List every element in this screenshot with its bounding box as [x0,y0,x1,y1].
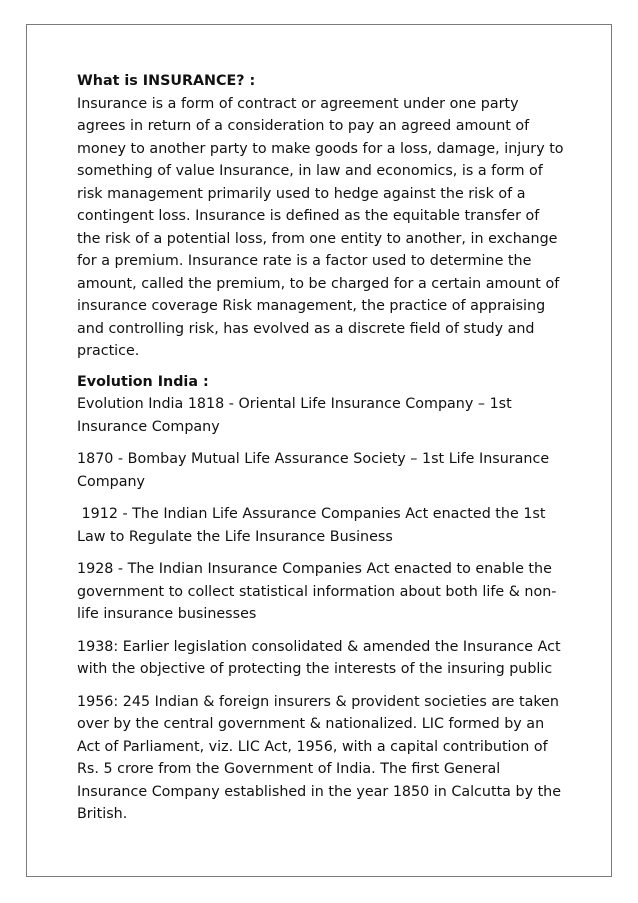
evolution-item: 1956: 245 Indian & foreign insurers & provident societies are taken over by the central government & nationalized. LIC formed by an Act of Parliament, viz. LIC Act, 1956, with a capital contribution of Rs. 5 crore from the Government of India. The first General Insurance Company established in the year 1850 in Calcutta by the British. [77,693,562,822]
evolution-item: Evolution India 1818 - Oriental Life Insurance Company – 1st Insurance Company [77,396,512,435]
evolution-item: 1912 - The Indian Life Assurance Companies Act enacted the 1st Law to Regulate the Life Insurance Business [77,506,551,545]
insurance-paragraph: Insurance is a form of contract or agreement under one party agrees in return of a consideration to pay an agreed amount of money to another party to make goods for a loss, damage, injury to something of value Insurance, in law and economics, is a form of risk management primarily used to hedge against the risk of a contingent loss. Insurance is defined as the equitable transfer of the risk of a potential loss, from one entity to another, in exchange for a premium. Insurance rate is a factor used to determine the amount, called the premium, to be charged for a certain amount of insurance coverage Risk management, the practice of appraising and controlling risk, has evolved as a discrete field of study and practice. [77,95,564,359]
document-content [77,70,567,826]
insurance-heading: What is INSURANCE? : [77,73,256,89]
evolution-item: 1870 - Bombay Mutual Life Assurance Society – 1st Life Insurance Company [77,451,554,490]
evolution-item: 1938: Earlier legislation consolidated & amended the Insurance Act with the objective of protecting the interests of the insuring public [77,638,561,677]
evolution-item: 1928 - The Indian Insurance Companies Act enacted to enable the government to collect statistical information about both life & non-life insurance businesses [77,561,557,622]
evolution-heading: Evolution India : [77,373,209,390]
